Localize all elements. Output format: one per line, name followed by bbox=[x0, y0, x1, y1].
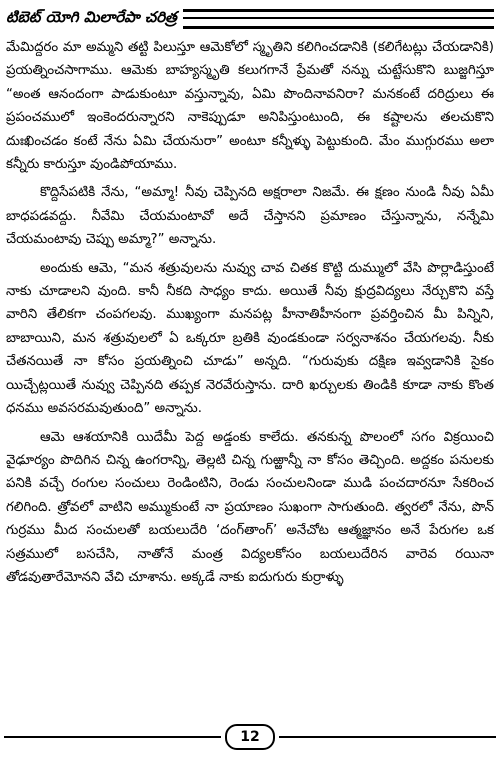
page-body bbox=[6, 36, 494, 594]
paragraph-4: ఆమె ఆశయానికి యిదేమీ పెద్ద అడ్డంకు కాలేదు. తనకున్న పొలంలో సగం విక్రయించి వైఢూర్యం పొదిగిన చిన్న ఉంగరాన్ని, తెల్లటి చిన్న గుఱ్ఱాన్నీ నా కోసం తెచ్చింది. అద్దకం పనులకు పనికి వచ్చే రంగుల సంచులు రెండింటిని, రెండు సంచులనిండా ముడి పంచదారనూ సేకరించ గలిగింది. త్రోవలో వాటిని అమ్ముకుంటే నా ప్రయాణం సుఖంగా సాగుతుంది. త్వరలో నేను, పొన్ గుర్రము మీద సంచులతో బయలుదేరి ‘దంగ్‌తాంగ్’ అనేచోట ఆత్మజ్ఞానం అనే పేరుగల ఒక సత్రములో బసచేసి, నాతోనే మంత్ర విద్యలకోసం బయలుదేరిన వారెవ రయినా తోడవుతారేమోనని వేచి చూశాను. అక్కడే నాకు ఐదుగురు కుర్రాళ్ళు bbox=[6, 429, 494, 585]
running-header bbox=[6, 6, 494, 32]
header-rule bbox=[183, 9, 494, 29]
footer-rule-right bbox=[279, 736, 496, 738]
page-number: 12 bbox=[225, 724, 275, 750]
footer-rule-left bbox=[4, 736, 221, 738]
book-title: టిబెట్ యోగి మిలారేపా చరిత్ర bbox=[6, 8, 177, 26]
paragraph-1: మేమిద్దరం మా అమ్మని తట్టి పిలుస్తూ ఆమెకోలో స్మృతిని కలిగించడానికి (కలిగేటట్లు చేయడానికి) ప్రయత్నించసాగాము. ఆమెకు బాహ్యస్మృతి కలుగగానే ప్రేమతో నన్ను చుట్టేసుకొని బుజ్జగిస్తూ “అంత ఆనందంగా పాడుకుంటూ వస్తున్నావు, ఏమి పొందినావనిరా? మనకంటే దరిద్రులు ఈ ప్రపంచములో ఇంకెందరున్నారని నాకెప్పుడూ అనిపిస్తుంటుంది, ఈ కష్టాలను తలచుకొని దుఃఖించడం కంటే నేను ఏమి చేయనురా” అంటూ కన్నీళ్ళు పెట్టుకుంది. మేం ముగ్గురము అలా కన్నీరు కారుస్తూ వుండిపోయాము. bbox=[6, 40, 494, 173]
paragraph-3: అందుకు ఆమె, “మన శత్రువులను నువ్వు చావ చితక కొట్టి దుమ్ములో వేసి పొర్లాడిస్తుంటే నాకు చూడాలని వుంది. కానీ నీకది సాధ్యం కాదు. అయితే నీవు క్షుద్రవిద్యలు నేర్చుకొని వస్తే వారిని తేలికగా చంపగలవు. ముఖ్యంగా మనపట్ల హీనాతిహీనంగా ప్రవర్తించిన మీ పిన్నిని, బాబాయిని, మన శత్రువులలో ఏ ఒక్కరూ బ్రతికి వుండకుండా సర్వనాశనం చేయగలవు. నీకు చేతనయితే నా కోసం ప్రయత్నించి చూడు” అన్నది. “గురువుకు దక్షిణ ఇవ్వడానికి సైకం యిచ్చేట్లయితే నువ్వు చెప్పినది తప్పక నెరవేరుస్తాను. దారి ఖర్చులకు తిండికి కూడా నాకు కొంత ధనము అవసరమవుతుంది” అన్నాను. bbox=[6, 260, 494, 417]
page-footer bbox=[0, 722, 500, 752]
paragraph-2: కొద్దిసేపటికి నేను, “అమ్మా! నీవు చెప్పినది అక్షరాలా నిజమే. ఈ క్షణం నుండి నీవు ఏమీ బాధపడవద్దు. నీవేమి చేయమంటావో అదే చేస్తానని ప్రమాణం చేస్తున్నాను, నన్నేమి చేయమంటావు చెప్పు అమ్మా?” అన్నాను. bbox=[6, 185, 494, 248]
